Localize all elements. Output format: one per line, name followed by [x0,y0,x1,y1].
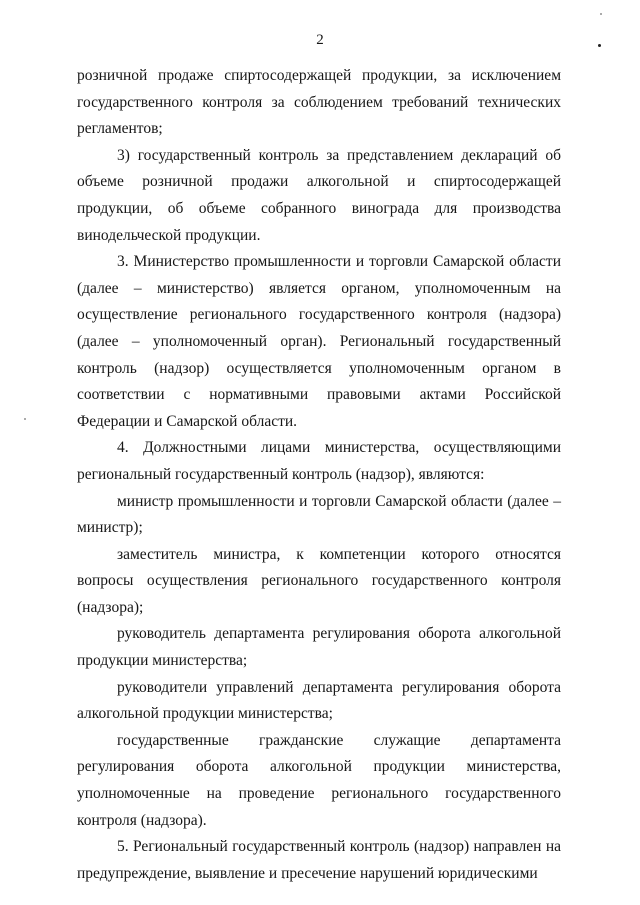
page-number: 2 [316,32,324,48]
paragraph-official-deputy: заместитель министра, к компетенции которого относятся вопросы осуществления регионального государственного контроля (надзора); [77,545,561,616]
scan-speck [598,44,601,47]
paragraph-official-division-heads: руководители управлений департамента регулирования оборота алкогольной продукции министерства; [77,678,561,723]
paragraph-section-3: 3. Министерство промышленности и торговли Самарской области (далее – министерство) является органом, уполномоченным на осуществление регионального государственного контроля (надзора) (далее – уполномоченный орган). Региональный государственный контроль (надзор) осуществляется уполномоченным органом в соответствии с нормативными правовыми актами Российской Федерации и Самарской области. [77,253,561,430]
paragraph-item-3-declarations: 3) государственный контроль за представлением деклараций об объеме розничной продажи алкогольной и спиртосодержащей продукции, об объеме собранного винограда для производства винодельческой продукции. [77,146,561,244]
scan-speck [283,877,285,879]
paragraph-official-department-head: руководитель департамента регулирования оборота алкогольной продукции министерства; [77,625,561,670]
paragraph-official-minister: министр промышленности и торговли Самарской области (далее – министр); [77,492,561,537]
scan-speck [600,13,602,15]
scan-speck [24,418,26,420]
paragraph-section-4: 4. Должностными лицами министерства, осуществляющими региональный государственный контроль (надзор), являются: [77,439,561,483]
paragraph-official-civil-servants: государственные гражданские служащие департамента регулирования оборота алкогольной продукции министерства, уполномоченные на проведение регионального государственного контроля (надзора). [77,731,561,829]
paragraph-continuation: розничной продаже спиртосодержащей продукции, за исключением государственного контроля за соблюдением требований технических регламентов; [77,67,561,138]
document-body [77,63,561,887]
paragraph-section-5: 5. Региональный государственный контроль (надзор) направлен на предупреждение, выявление и пресечение нарушений юридическими [77,838,561,882]
